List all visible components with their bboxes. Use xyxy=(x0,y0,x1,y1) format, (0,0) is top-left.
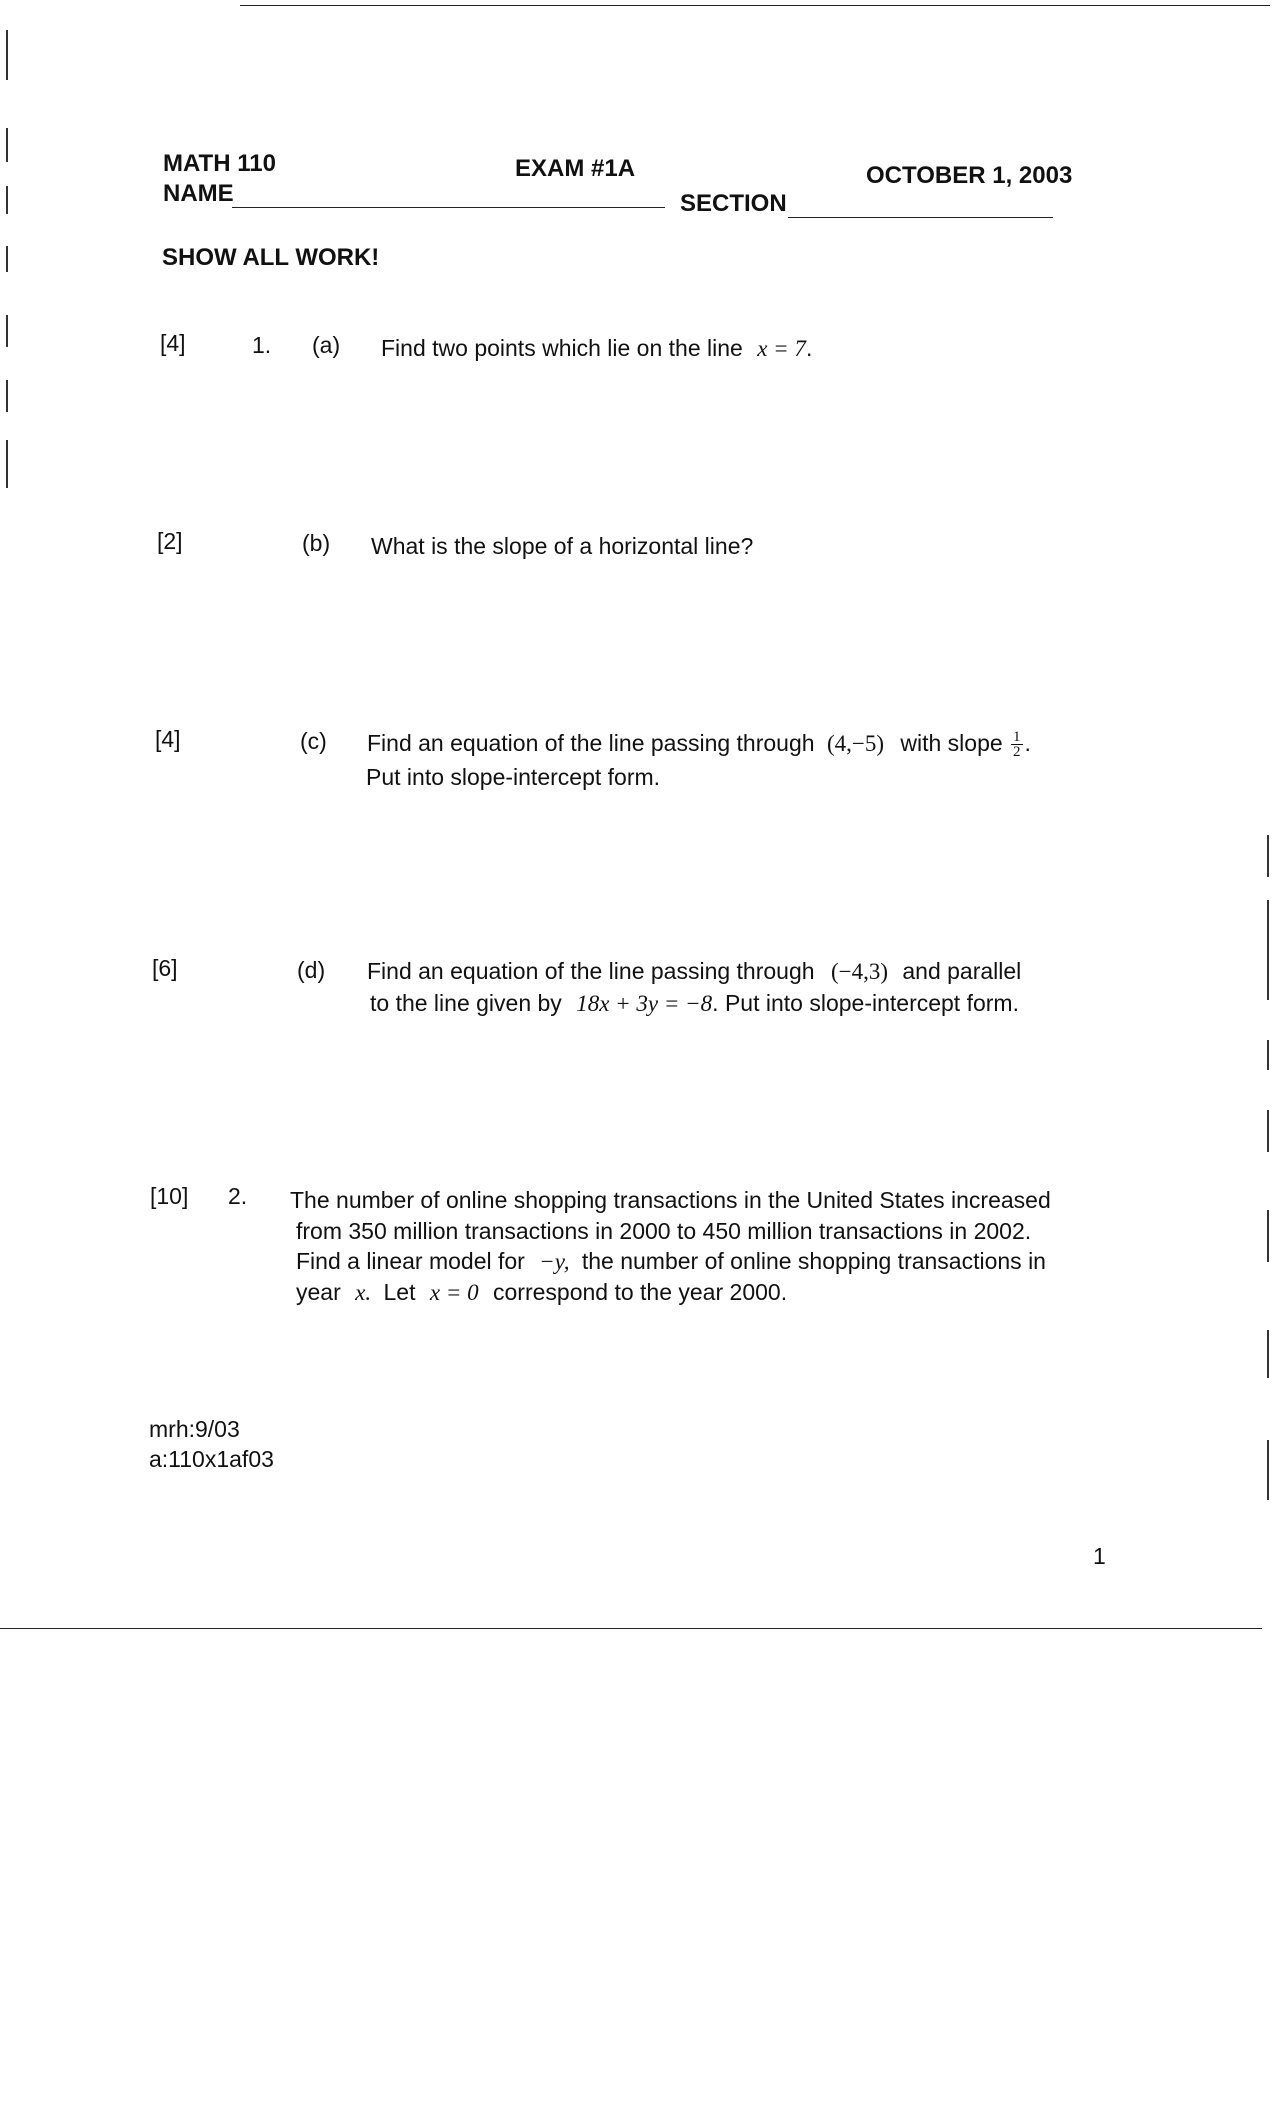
question-2-model-text: Find a linear model for xyxy=(296,1248,525,1274)
left-scan-mark xyxy=(6,30,8,80)
question-1a-body: Find two points which lie on the line xyxy=(381,335,743,361)
question-1d-given-by: to the line given by xyxy=(370,990,562,1016)
bottom-border-line xyxy=(0,1628,1262,1629)
left-scan-mark xyxy=(6,315,8,347)
points-q1d: [6] xyxy=(152,955,178,981)
part-label-d: (d) xyxy=(297,957,326,983)
left-scan-mark xyxy=(6,440,8,488)
question-1a-text xyxy=(381,335,812,362)
left-scan-mark xyxy=(6,380,8,412)
question-1c-period: . xyxy=(1024,730,1031,756)
left-scan-mark xyxy=(6,246,8,272)
question-1b-text: What is the slope of a horizontal line? xyxy=(371,533,754,559)
part-label-b: (b) xyxy=(302,530,331,556)
right-scan-mark xyxy=(1267,835,1269,877)
name-blank-line[interactable] xyxy=(232,207,665,208)
right-scan-mark xyxy=(1267,1210,1269,1262)
exam-date: OCTOBER 1, 2003 xyxy=(866,162,1073,189)
right-scan-mark xyxy=(1267,1330,1269,1378)
question-2-line2: from 350 million transactions in 2000 to 450 million transactions in 2002. xyxy=(296,1218,1032,1244)
question-2-correspond: correspond to the year 2000. xyxy=(493,1279,788,1305)
left-scan-mark xyxy=(6,186,8,214)
question-1d-line1 xyxy=(367,958,1021,985)
slope-fraction xyxy=(1011,730,1023,759)
question-2-let: Let xyxy=(383,1279,416,1305)
question-1d-body: Find an equation of the line passing through xyxy=(367,958,815,984)
question-number-2: 2. xyxy=(228,1183,248,1209)
points-q1a: [4] xyxy=(160,330,186,356)
page-number: 1 xyxy=(1093,1543,1106,1569)
section-label: SECTION xyxy=(680,190,787,217)
question-2-line3 xyxy=(296,1248,1046,1275)
section-blank-line[interactable] xyxy=(788,217,1053,218)
right-scan-mark xyxy=(1267,900,1269,1000)
top-border-line xyxy=(240,5,1270,6)
question-1d-line2 xyxy=(370,990,1019,1017)
points-q1b: [2] xyxy=(157,528,183,554)
question-1c-slope-label: with slope xyxy=(900,730,1003,756)
question-2-equation: x = 0 xyxy=(429,1280,479,1305)
name-label: NAME xyxy=(163,180,234,207)
fraction-denominator: 2 xyxy=(1013,744,1021,761)
footer-code-2: a:110x1af03 xyxy=(149,1446,274,1472)
question-1c-line1 xyxy=(367,730,1031,759)
question-1c-body: Find an equation of the line passing through xyxy=(367,730,815,756)
left-scan-mark xyxy=(6,128,8,162)
points-q2: [10] xyxy=(150,1183,189,1209)
question-number-1: 1. xyxy=(252,332,272,358)
question-2-line1: The number of online shopping transactions in the United States increased xyxy=(290,1187,1051,1213)
question-1d-instruction: . Put into slope-intercept form. xyxy=(712,990,1019,1016)
exam-title: EXAM #1A xyxy=(515,155,636,182)
right-scan-mark xyxy=(1267,1440,1269,1500)
question-2-year-label: year xyxy=(296,1279,341,1305)
question-2-definition: the number of online shopping transactions in xyxy=(581,1248,1046,1274)
part-label-c: (c) xyxy=(300,728,327,754)
question-1d-equation: 18x + 3y = −8 xyxy=(576,991,713,1016)
instruction-text: SHOW ALL WORK! xyxy=(162,244,380,271)
question-1a-period: . xyxy=(805,335,813,361)
course-title: MATH 110 xyxy=(163,150,276,177)
points-q1c: [4] xyxy=(155,726,181,752)
question-2-line4 xyxy=(296,1279,787,1306)
right-scan-mark xyxy=(1267,1110,1269,1152)
part-label-a: (a) xyxy=(312,332,341,358)
question-1c-point: (4,−5) xyxy=(826,731,884,756)
question-1d-point: (−4,3) xyxy=(830,959,888,984)
question-2-var-y: −y, xyxy=(539,1249,570,1274)
footer-code-1: mrh:9/03 xyxy=(149,1416,240,1442)
right-scan-mark xyxy=(1267,1040,1269,1070)
question-2-var-x: x. xyxy=(355,1280,372,1305)
question-1a-equation: x = 7 xyxy=(757,336,806,361)
question-1d-parallel: and parallel xyxy=(902,958,1022,984)
question-1c-line2: Put into slope-intercept form. xyxy=(366,764,661,790)
fraction-numerator: 1 xyxy=(1013,729,1021,746)
